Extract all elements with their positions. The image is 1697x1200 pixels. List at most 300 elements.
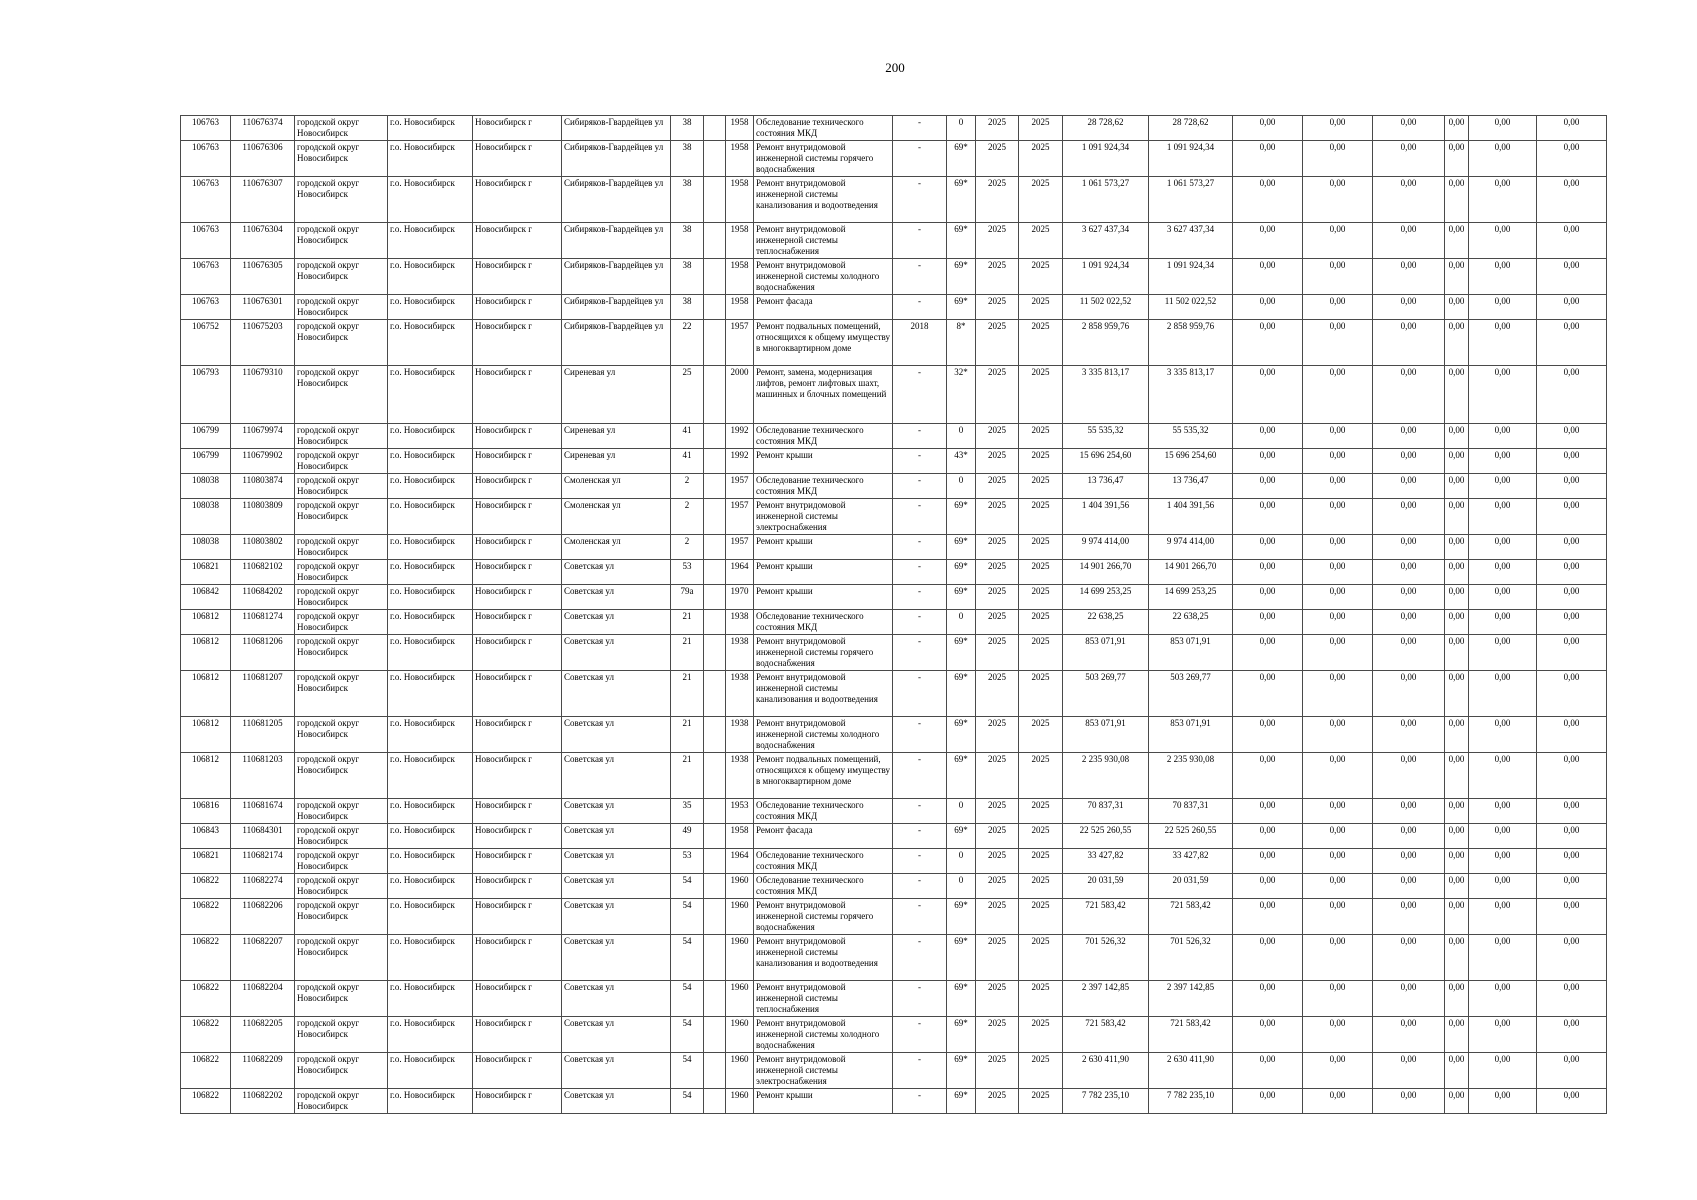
cell-z6: 0,00 (1537, 295, 1607, 320)
cell-z3: 0,00 (1373, 899, 1445, 935)
cell-z2: 0,00 (1303, 320, 1373, 366)
cell-z2: 0,00 (1303, 753, 1373, 799)
cell-z6: 0,00 (1537, 1089, 1607, 1114)
cell-letter (704, 223, 726, 259)
cell-z5: 0,00 (1469, 259, 1537, 295)
cell-sum: 503 269,77 (1063, 671, 1149, 717)
cell-mun: городской округ Новосибирск (295, 899, 388, 935)
cell-pct: 0 (947, 610, 976, 635)
cell-y1: 2025 (976, 366, 1019, 424)
cell-mun: городской округ Новосибирск (295, 499, 388, 535)
cell-city: Новосибирск г (473, 899, 562, 935)
cell-z3: 0,00 (1373, 935, 1445, 981)
cell-pct: 0 (947, 116, 976, 141)
cell-y1: 2025 (976, 585, 1019, 610)
cell-street: Советская ул (562, 874, 671, 899)
cell-y2: 2025 (1019, 424, 1063, 449)
cell-letter (704, 1089, 726, 1114)
cell-y1: 2025 (976, 499, 1019, 535)
cell-house: 54 (671, 1017, 704, 1053)
table-row (181, 717, 1607, 753)
cell-year: 1960 (726, 1089, 754, 1114)
cell-ry: - (893, 366, 947, 424)
cell-sum2: 503 269,77 (1149, 671, 1233, 717)
cell-sum2: 853 071,91 (1149, 635, 1233, 671)
cell-sum: 2 630 411,90 (1063, 1053, 1149, 1089)
table-row (181, 1017, 1607, 1053)
cell-mun: городской округ Новосибирск (295, 223, 388, 259)
table-row (181, 935, 1607, 981)
cell-z6: 0,00 (1537, 320, 1607, 366)
cell-id2: 110682206 (231, 899, 295, 935)
cell-ry: - (893, 1017, 947, 1053)
cell-sum: 721 583,42 (1063, 1017, 1149, 1053)
cell-z4: 0,00 (1445, 635, 1469, 671)
cell-mun: городской округ Новосибирск (295, 824, 388, 849)
cell-street: Смоленская ул (562, 499, 671, 535)
cell-ry: - (893, 116, 947, 141)
cell-year: 1992 (726, 424, 754, 449)
cell-pct: 32* (947, 366, 976, 424)
cell-sum2: 28 728,62 (1149, 116, 1233, 141)
cell-house: 21 (671, 635, 704, 671)
cell-id1: 108038 (181, 499, 231, 535)
cell-year: 1958 (726, 259, 754, 295)
cell-z4: 0,00 (1445, 223, 1469, 259)
cell-year: 1957 (726, 474, 754, 499)
cell-z1: 0,00 (1233, 874, 1303, 899)
cell-sum: 20 031,59 (1063, 874, 1149, 899)
cell-z6: 0,00 (1537, 585, 1607, 610)
cell-street: Сибиряков-Гвардейцев ул (562, 259, 671, 295)
cell-z2: 0,00 (1303, 295, 1373, 320)
cell-street: Советская ул (562, 1053, 671, 1089)
cell-id1: 106822 (181, 1017, 231, 1053)
cell-z4: 0,00 (1445, 671, 1469, 717)
cell-z4: 0,00 (1445, 259, 1469, 295)
cell-city: Новосибирск г (473, 424, 562, 449)
cell-z6: 0,00 (1537, 824, 1607, 849)
table-row (181, 560, 1607, 585)
cell-house: 41 (671, 424, 704, 449)
cell-city: Новосибирск г (473, 635, 562, 671)
cell-z5: 0,00 (1469, 449, 1537, 474)
cell-id1: 106822 (181, 1053, 231, 1089)
cell-street: Советская ул (562, 849, 671, 874)
cell-street: Советская ул (562, 560, 671, 585)
cell-pct: 69* (947, 981, 976, 1017)
cell-street: Смоленская ул (562, 474, 671, 499)
table-row (181, 424, 1607, 449)
cell-y1: 2025 (976, 259, 1019, 295)
cell-house: 38 (671, 223, 704, 259)
cell-letter (704, 635, 726, 671)
cell-z2: 0,00 (1303, 981, 1373, 1017)
cell-mun: городской округ Новосибирск (295, 585, 388, 610)
cell-z2: 0,00 (1303, 899, 1373, 935)
cell-z6: 0,00 (1537, 610, 1607, 635)
cell-sum2: 70 837,31 (1149, 799, 1233, 824)
cell-house: 21 (671, 753, 704, 799)
cell-z2: 0,00 (1303, 535, 1373, 560)
cell-z3: 0,00 (1373, 1017, 1445, 1053)
cell-z1: 0,00 (1233, 560, 1303, 585)
cell-house: 53 (671, 560, 704, 585)
cell-sum2: 2 397 142,85 (1149, 981, 1233, 1017)
cell-z1: 0,00 (1233, 474, 1303, 499)
cell-work: Ремонт внутридомовой инженерной системы канализования и водоотведения (754, 935, 893, 981)
cell-z5: 0,00 (1469, 753, 1537, 799)
cell-z4: 0,00 (1445, 899, 1469, 935)
cell-z2: 0,00 (1303, 474, 1373, 499)
cell-y1: 2025 (976, 635, 1019, 671)
cell-house: 2 (671, 535, 704, 560)
cell-id2: 110681207 (231, 671, 295, 717)
cell-id1: 106843 (181, 824, 231, 849)
cell-city: Новосибирск г (473, 981, 562, 1017)
cell-mun: городской округ Новосибирск (295, 177, 388, 223)
cell-sum2: 2 630 411,90 (1149, 1053, 1233, 1089)
cell-city: Новосибирск г (473, 671, 562, 717)
cell-pct: 0 (947, 874, 976, 899)
cell-sum: 1 061 573,27 (1063, 177, 1149, 223)
cell-z6: 0,00 (1537, 424, 1607, 449)
cell-y2: 2025 (1019, 116, 1063, 141)
cell-ry: - (893, 141, 947, 177)
cell-city: Новосибирск г (473, 449, 562, 474)
cell-pct: 0 (947, 424, 976, 449)
cell-mun: городской округ Новосибирск (295, 1017, 388, 1053)
cell-z4: 0,00 (1445, 935, 1469, 981)
cell-z6: 0,00 (1537, 849, 1607, 874)
cell-y1: 2025 (976, 1089, 1019, 1114)
cell-city: Новосибирск г (473, 320, 562, 366)
cell-z3: 0,00 (1373, 424, 1445, 449)
cell-year: 1958 (726, 116, 754, 141)
cell-z5: 0,00 (1469, 874, 1537, 899)
cell-z2: 0,00 (1303, 116, 1373, 141)
cell-z6: 0,00 (1537, 1017, 1607, 1053)
cell-work: Обследование технического состояния МКД (754, 424, 893, 449)
cell-id1: 106799 (181, 449, 231, 474)
cell-id2: 110679902 (231, 449, 295, 474)
cell-y1: 2025 (976, 295, 1019, 320)
cell-sum2: 14 699 253,25 (1149, 585, 1233, 610)
cell-z1: 0,00 (1233, 935, 1303, 981)
cell-sum: 853 071,91 (1063, 717, 1149, 753)
cell-house: 38 (671, 177, 704, 223)
cell-z3: 0,00 (1373, 849, 1445, 874)
cell-ry: - (893, 259, 947, 295)
cell-letter (704, 849, 726, 874)
cell-z1: 0,00 (1233, 1053, 1303, 1089)
cell-house: 22 (671, 320, 704, 366)
cell-street: Советская ул (562, 753, 671, 799)
cell-id1: 106752 (181, 320, 231, 366)
table-row (181, 320, 1607, 366)
cell-z6: 0,00 (1537, 141, 1607, 177)
cell-sum2: 1 061 573,27 (1149, 177, 1233, 223)
cell-sum2: 14 901 266,70 (1149, 560, 1233, 585)
cell-pct: 69* (947, 560, 976, 585)
cell-z1: 0,00 (1233, 799, 1303, 824)
cell-work: Обследование технического состояния МКД (754, 874, 893, 899)
cell-mun: городской округ Новосибирск (295, 874, 388, 899)
cell-id1: 106822 (181, 899, 231, 935)
cell-letter (704, 874, 726, 899)
cell-sum: 22 525 260,55 (1063, 824, 1149, 849)
cell-z3: 0,00 (1373, 824, 1445, 849)
cell-y2: 2025 (1019, 849, 1063, 874)
cell-go: г.о. Новосибирск (388, 635, 473, 671)
cell-z3: 0,00 (1373, 1089, 1445, 1114)
cell-z3: 0,00 (1373, 874, 1445, 899)
cell-city: Новосибирск г (473, 753, 562, 799)
cell-city: Новосибирск г (473, 717, 562, 753)
table-row (181, 295, 1607, 320)
capital-repair-table (180, 115, 1607, 1114)
cell-z1: 0,00 (1233, 610, 1303, 635)
cell-y2: 2025 (1019, 899, 1063, 935)
cell-z2: 0,00 (1303, 141, 1373, 177)
cell-year: 1957 (726, 535, 754, 560)
cell-street: Сибиряков-Гвардейцев ул (562, 295, 671, 320)
cell-mun: городской округ Новосибирск (295, 259, 388, 295)
cell-y1: 2025 (976, 849, 1019, 874)
cell-id1: 106763 (181, 177, 231, 223)
cell-z4: 0,00 (1445, 799, 1469, 824)
cell-pct: 69* (947, 177, 976, 223)
cell-work: Обследование технического состояния МКД (754, 474, 893, 499)
cell-mun: городской округ Новосибирск (295, 320, 388, 366)
cell-sum: 14 699 253,25 (1063, 585, 1149, 610)
cell-y1: 2025 (976, 474, 1019, 499)
cell-mun: городской округ Новосибирск (295, 671, 388, 717)
cell-work: Ремонт внутридомовой инженерной системы холодного водоснабжения (754, 1017, 893, 1053)
cell-z5: 0,00 (1469, 935, 1537, 981)
cell-z3: 0,00 (1373, 116, 1445, 141)
cell-letter (704, 320, 726, 366)
cell-pct: 0 (947, 799, 976, 824)
cell-id1: 106816 (181, 799, 231, 824)
cell-z6: 0,00 (1537, 449, 1607, 474)
table-row (181, 366, 1607, 424)
page-number: 200 (885, 60, 905, 75)
cell-sum: 55 535,32 (1063, 424, 1149, 449)
cell-sum: 14 901 266,70 (1063, 560, 1149, 585)
cell-z5: 0,00 (1469, 1017, 1537, 1053)
cell-street: Советская ул (562, 1017, 671, 1053)
cell-work: Ремонт внутридомовой инженерной системы канализования и водоотведения (754, 671, 893, 717)
cell-sum: 3 335 813,17 (1063, 366, 1149, 424)
cell-z2: 0,00 (1303, 1017, 1373, 1053)
cell-year: 1970 (726, 585, 754, 610)
cell-y1: 2025 (976, 177, 1019, 223)
cell-mun: городской округ Новосибирск (295, 610, 388, 635)
cell-id1: 106763 (181, 116, 231, 141)
cell-z2: 0,00 (1303, 610, 1373, 635)
cell-z6: 0,00 (1537, 635, 1607, 671)
cell-y1: 2025 (976, 116, 1019, 141)
cell-y1: 2025 (976, 799, 1019, 824)
table-row (181, 671, 1607, 717)
cell-z2: 0,00 (1303, 635, 1373, 671)
cell-work: Ремонт фасада (754, 824, 893, 849)
cell-work: Ремонт крыши (754, 449, 893, 474)
cell-year: 1960 (726, 981, 754, 1017)
cell-y2: 2025 (1019, 824, 1063, 849)
cell-z2: 0,00 (1303, 366, 1373, 424)
cell-letter (704, 116, 726, 141)
cell-pct: 69* (947, 585, 976, 610)
cell-ry: - (893, 874, 947, 899)
cell-go: г.о. Новосибирск (388, 295, 473, 320)
cell-city: Новосибирск г (473, 177, 562, 223)
cell-z2: 0,00 (1303, 259, 1373, 295)
cell-z5: 0,00 (1469, 535, 1537, 560)
table-row (181, 535, 1607, 560)
cell-z1: 0,00 (1233, 671, 1303, 717)
cell-z1: 0,00 (1233, 824, 1303, 849)
cell-work: Ремонт внутридомовой инженерной системы электроснабжения (754, 499, 893, 535)
cell-id1: 106821 (181, 560, 231, 585)
cell-go: г.о. Новосибирск (388, 849, 473, 874)
cell-go: г.о. Новосибирск (388, 499, 473, 535)
cell-street: Сиреневая ул (562, 366, 671, 424)
cell-work: Ремонт, замена, модернизация лифтов, ремонт лифтовых шахт, машинных и блочных помещений (754, 366, 893, 424)
cell-city: Новосибирск г (473, 474, 562, 499)
cell-y2: 2025 (1019, 1017, 1063, 1053)
cell-id2: 110682205 (231, 1017, 295, 1053)
cell-y2: 2025 (1019, 499, 1063, 535)
cell-y2: 2025 (1019, 981, 1063, 1017)
cell-y2: 2025 (1019, 635, 1063, 671)
cell-y2: 2025 (1019, 449, 1063, 474)
cell-z2: 0,00 (1303, 935, 1373, 981)
cell-y2: 2025 (1019, 799, 1063, 824)
cell-street: Сиреневая ул (562, 424, 671, 449)
cell-z4: 0,00 (1445, 824, 1469, 849)
cell-city: Новосибирск г (473, 1053, 562, 1089)
cell-city: Новосибирск г (473, 799, 562, 824)
cell-go: г.о. Новосибирск (388, 671, 473, 717)
cell-go: г.о. Новосибирск (388, 366, 473, 424)
cell-id2: 110681203 (231, 753, 295, 799)
cell-z4: 0,00 (1445, 535, 1469, 560)
cell-z5: 0,00 (1469, 366, 1537, 424)
cell-city: Новосибирск г (473, 935, 562, 981)
cell-mun: городской округ Новосибирск (295, 560, 388, 585)
cell-z5: 0,00 (1469, 177, 1537, 223)
cell-z4: 0,00 (1445, 1089, 1469, 1114)
cell-id1: 106822 (181, 981, 231, 1017)
table-row (181, 799, 1607, 824)
cell-z5: 0,00 (1469, 635, 1537, 671)
cell-z4: 0,00 (1445, 474, 1469, 499)
cell-go: г.о. Новосибирск (388, 753, 473, 799)
cell-city: Новосибирск г (473, 849, 562, 874)
cell-z5: 0,00 (1469, 424, 1537, 449)
cell-y2: 2025 (1019, 717, 1063, 753)
cell-z1: 0,00 (1233, 635, 1303, 671)
cell-street: Сибиряков-Гвардейцев ул (562, 177, 671, 223)
cell-z3: 0,00 (1373, 295, 1445, 320)
cell-z2: 0,00 (1303, 671, 1373, 717)
cell-z2: 0,00 (1303, 799, 1373, 824)
cell-work: Ремонт внутридомовой инженерной системы электроснабжения (754, 1053, 893, 1089)
cell-city: Новосибирск г (473, 535, 562, 560)
cell-pct: 69* (947, 635, 976, 671)
cell-go: г.о. Новосибирск (388, 1017, 473, 1053)
cell-z1: 0,00 (1233, 535, 1303, 560)
cell-z5: 0,00 (1469, 671, 1537, 717)
table-row (181, 499, 1607, 535)
cell-id2: 110803809 (231, 499, 295, 535)
cell-street: Советская ул (562, 899, 671, 935)
cell-id1: 106763 (181, 141, 231, 177)
cell-ry: - (893, 610, 947, 635)
table-row (181, 1089, 1607, 1114)
cell-year: 1938 (726, 635, 754, 671)
cell-id2: 110676307 (231, 177, 295, 223)
cell-sum2: 7 782 235,10 (1149, 1089, 1233, 1114)
cell-z5: 0,00 (1469, 474, 1537, 499)
cell-sum2: 2 235 930,08 (1149, 753, 1233, 799)
cell-id2: 110682174 (231, 849, 295, 874)
cell-year: 1964 (726, 560, 754, 585)
cell-pct: 69* (947, 1089, 976, 1114)
cell-z3: 0,00 (1373, 981, 1445, 1017)
table-row (181, 474, 1607, 499)
cell-y2: 2025 (1019, 535, 1063, 560)
cell-z1: 0,00 (1233, 116, 1303, 141)
cell-z5: 0,00 (1469, 295, 1537, 320)
cell-y1: 2025 (976, 610, 1019, 635)
cell-work: Ремонт подвальных помещений, относящихся к общему имуществу в многоквартирном доме (754, 320, 893, 366)
cell-y2: 2025 (1019, 874, 1063, 899)
cell-y2: 2025 (1019, 935, 1063, 981)
cell-z5: 0,00 (1469, 717, 1537, 753)
cell-y1: 2025 (976, 935, 1019, 981)
table-body (181, 116, 1607, 1114)
cell-sum2: 20 031,59 (1149, 874, 1233, 899)
cell-y1: 2025 (976, 671, 1019, 717)
cell-z3: 0,00 (1373, 717, 1445, 753)
cell-pct: 69* (947, 223, 976, 259)
cell-z4: 0,00 (1445, 366, 1469, 424)
cell-ry: - (893, 474, 947, 499)
cell-work: Ремонт крыши (754, 535, 893, 560)
cell-z3: 0,00 (1373, 320, 1445, 366)
cell-year: 1938 (726, 610, 754, 635)
cell-z2: 0,00 (1303, 424, 1373, 449)
cell-id1: 106822 (181, 1089, 231, 1114)
cell-work: Ремонт фасада (754, 295, 893, 320)
cell-pct: 69* (947, 259, 976, 295)
cell-go: г.о. Новосибирск (388, 1089, 473, 1114)
cell-letter (704, 424, 726, 449)
cell-z3: 0,00 (1373, 799, 1445, 824)
cell-sum: 2 858 959,76 (1063, 320, 1149, 366)
cell-work: Ремонт внутридомовой инженерной системы холодного водоснабжения (754, 717, 893, 753)
cell-z2: 0,00 (1303, 717, 1373, 753)
cell-z4: 0,00 (1445, 1053, 1469, 1089)
cell-go: г.о. Новосибирск (388, 935, 473, 981)
table-row (181, 635, 1607, 671)
cell-ry: - (893, 1053, 947, 1089)
cell-z1: 0,00 (1233, 753, 1303, 799)
cell-id1: 106822 (181, 935, 231, 981)
